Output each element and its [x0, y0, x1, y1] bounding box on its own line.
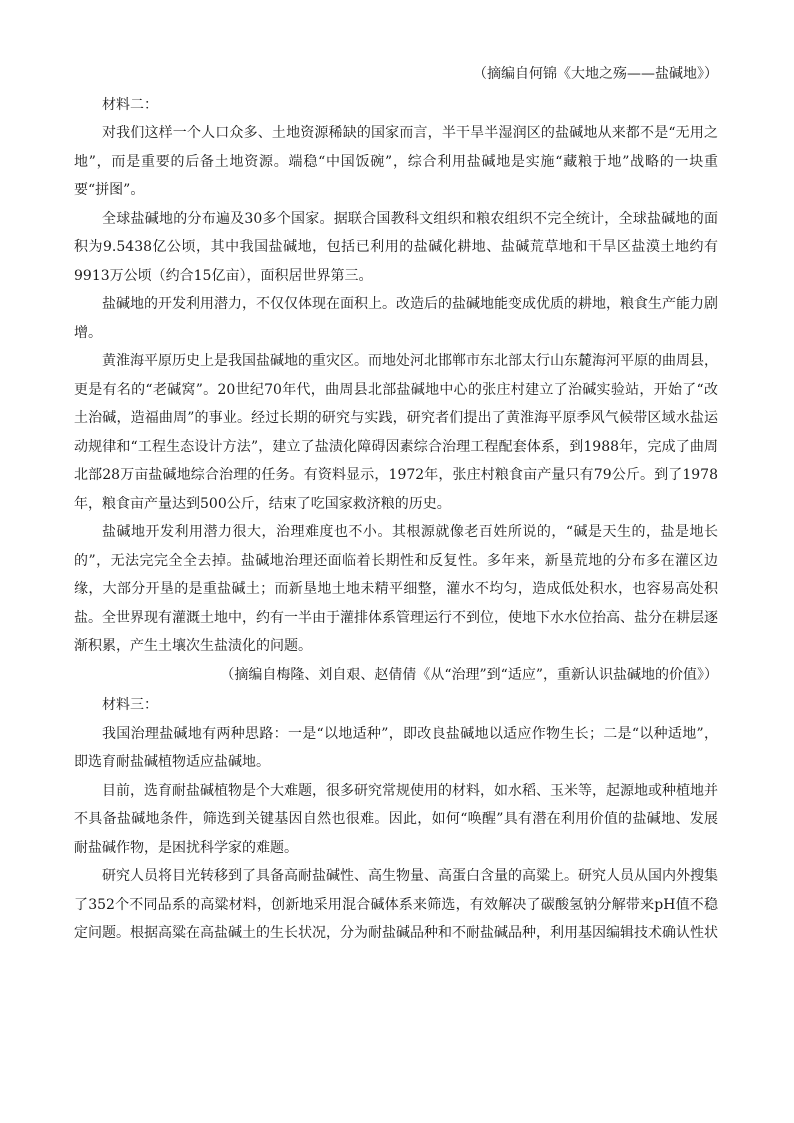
document-page	[74, 60, 718, 948]
paragraph: 我国治理盐碱地有两种思路：一是“以地适种”，即改良盐碱地以适应作物生长；二是“以种适地”，即选育耐盐碱植物适应盐碱地。	[74, 725, 718, 770]
paragraph: 黄淮海平原历史上是我国盐碱地的重灾区。而地处河北邯郸市东北部太行山东麓海河平原的曲周县，更是有名的“老碱窝”。20世纪70年代，曲周县北部盐碱地中心的张庄村建立了治碱实验站，开始了“改土治碱，造福曲周”的事业。经过长期的研究与实践，研究者们提出了黄淮海平原季风气候带区域水盐运动规律和“工程生态设计方法”，建立了盐渍化障碍因素综合治理工程配套体系，到1988年，完成了曲周北部28万亩盐碱地综合治理的任务。有资料显示，1972年，张庄村粮食亩产量只有79公斤。到了1978年，粮食亩产量达到500公斤，结束了吃国家救济粮的历史。	[74, 353, 718, 512]
source-citation-2: （摘编自梅隆、刘自艰、赵倩倩《从“治理”到“适应”，重新认识盐碱地的价值》）	[220, 666, 718, 683]
paragraph: 目前，选育耐盐碱植物是个大难题，很多研究常规使用的材料，如水稻、玉米等，起源地或种植地并不具备盐碱地条件，筛选到关键基因自然也很难。因此，如何“唤醒”具有潜在利用价值的盐碱地、发展耐盐碱作物，是困扰科学家的难题。	[74, 782, 718, 856]
paragraph: 盐碱地的开发利用潜力，不仅仅体现在面积上。改造后的盐碱地能变成优质的耕地，粮食生产能力剧增。	[74, 296, 718, 341]
paragraph: 全球盐碱地的分布遍及30多个国家。据联合国教科文组织和粮农组织不完全统计，全球盐碱地的面积为9.5438亿公顷，其中我国盐碱地，包括已利用的盐碱化耕地、盐碱荒草地和干旱区盐漠土地约有9913万公顷（约合15亿亩），面积居世界第三。	[74, 210, 718, 284]
paragraph: 对我们这样一个人口众多、土地资源稀缺的国家而言，半干旱半湿润区的盐碱地从来都不是“无用之地”，而是重要的后备土地资源。端稳“中国饭碗”，综合利用盐碱地是实施“藏粮于地”战略的一块重要“拼图”。	[74, 125, 718, 198]
source-citation-1: （摘编自何锦《大地之殇——盐碱地》）	[473, 66, 718, 82]
paragraph: 盐碱地开发利用潜力很大，治理难度也不小。其根源就像老百姓所说的，“碱是天生的，盐是地长的”，无法完完全全去掉。盐碱地治理还面临着长期性和反复性。多年来，新垦荒地的分布多在灌区边缘，大部分开垦的是重盐碱土；而新垦地土地未精平细整，灌水不均匀，造成低处积水，也容易高处积盐。全世界现有灌溉土地中，约有一半由于灌排体系管理运行不到位，使地下水水位抬高、盐分在耕层逐渐积累，产生土壤次生盐渍化的问题。	[74, 524, 718, 654]
material-3-label: 材料三：	[102, 697, 158, 713]
paragraph: 研究人员将目光转移到了具备高耐盐碱性、高生物量、高蛋白含量的高粱上。研究人员从国内外搜集了352个不同品系的高粱材料，创新地采用混合碱体系来筛选，有效解决了碳酸氢钠分解带来pH值不稳定问题。根据高粱在高盐碱土的生长状况，分为耐盐碱品种和不耐盐碱品种，利用基因编辑技术确认性状	[74, 868, 718, 941]
material-2-label: 材料二：	[102, 96, 158, 113]
